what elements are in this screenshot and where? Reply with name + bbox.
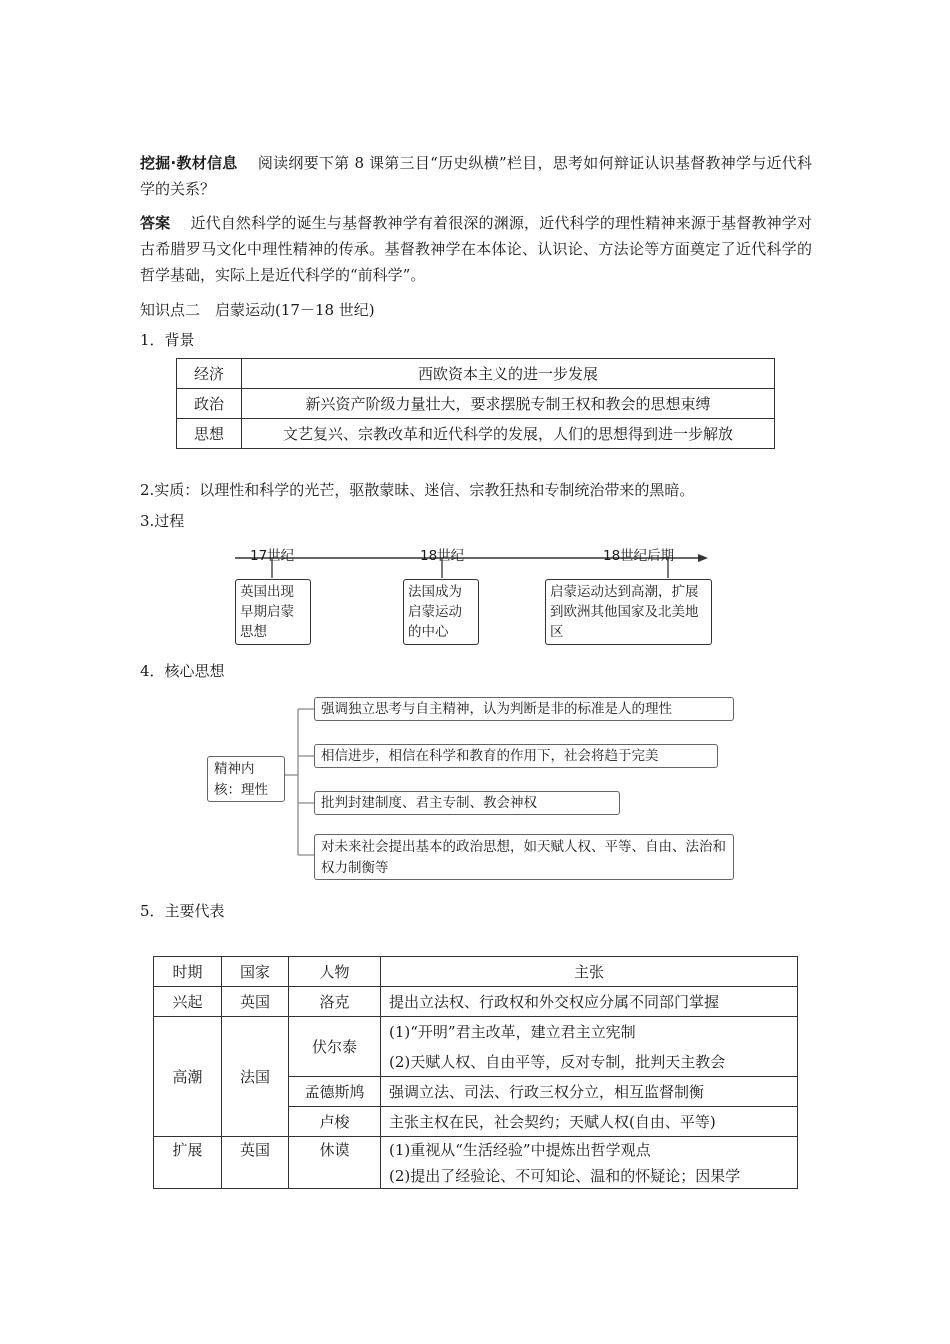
core-item: 强调独立思考与自主精神，认为判断是非的标准是人的理性 (314, 697, 734, 721)
person-cell: 洛克 (289, 987, 381, 1017)
reps-heading: 5．主要代表 (140, 902, 225, 920)
background-value: 西欧资本主义的进一步发展 (242, 359, 775, 389)
core-center: 精神内核：理性 (207, 756, 285, 802)
country-cell: 英国 (222, 1137, 289, 1189)
table-row (154, 1017, 798, 1047)
table-row (177, 389, 775, 419)
claim-cell: (1)重视从“生活经验”中提炼出哲学观点 (381, 1137, 798, 1163)
timeline-label: 18世纪 (420, 548, 465, 564)
header-cell: 主张 (381, 957, 798, 987)
claim-cell: 主张主权在民，社会契约；天赋人权(自由、平等) (381, 1107, 798, 1137)
core-item: 对未来社会提出基本的政治思想，如天赋人权、平等、自由、法治和权力制衡等 (314, 834, 734, 880)
intro-text: 阅读纲要下第 8 课第三目“历史纵横”栏目，思考如何辩证认识基督教神学与近代科学的关系？ (140, 154, 812, 198)
section-title: 知识点二 启蒙运动(17－18 世纪) (140, 301, 375, 319)
answer-text: 近代自然科学的诞生与基督教神学有着很深的渊源，近代科学的理性精神来源于基督教神学对古希腊罗马文化中理性精神的传承。基督教神学在本体论、认识论、方法论等方面奠定了近代科学的哲学基础，实际上是近代科学的“前科学”。 (140, 214, 812, 284)
table-row (177, 359, 775, 389)
timeline-label: 18世纪后期 (603, 548, 675, 564)
timeline-label: 17世纪 (250, 548, 295, 564)
person-cell: 伏尔泰 (289, 1017, 381, 1077)
header-cell: 人物 (289, 957, 381, 987)
country-cell: 英国 (222, 987, 289, 1017)
claim-cell: (2)提出了经验论、不可知论、温和的怀疑论；因果学 (381, 1163, 798, 1189)
background-key: 政治 (177, 389, 242, 419)
intro-paragraph (140, 150, 812, 202)
background-heading: 1．背景 (140, 331, 195, 349)
person-cell: 休谟 (289, 1137, 381, 1189)
table-row (154, 987, 798, 1017)
core-item: 批判封建制度、君主专制、教会神权 (314, 791, 620, 815)
table-row (154, 1137, 798, 1163)
claim-cell: (2)天赋人权、自由平等，反对专制，批判天主教会 (381, 1047, 798, 1077)
timeline-box: 法国成为启蒙运动的中心 (403, 579, 479, 645)
header-cell: 国家 (222, 957, 289, 987)
period-cell: 兴起 (154, 987, 222, 1017)
claim-cell: (1)“开明”君主改革，建立君主立宪制 (381, 1017, 798, 1047)
period-cell: 扩展 (154, 1137, 222, 1189)
background-key: 思想 (177, 419, 242, 449)
background-value: 新兴资产阶级力量壮大，要求摆脱专制王权和教会的思想束缚 (242, 389, 775, 419)
claim-cell: 提出立法权、行政权和外交权应分属不同部门掌握 (381, 987, 798, 1017)
period-cell: 高潮 (154, 1017, 222, 1137)
country-cell: 法国 (222, 1017, 289, 1137)
essence-text: 2.实质：以理性和科学的光芒，驱散蒙昧、迷信、宗教狂热和专制统治带来的黑暗。 (140, 481, 695, 499)
intro-label: 挖掘·教材信息 (140, 154, 238, 172)
claim-cell: 强调立法、司法、行政三权分立，相互监督制衡 (381, 1077, 798, 1107)
background-value: 文艺复兴、宗教改革和近代科学的发展，人们的思想得到进一步解放 (242, 419, 775, 449)
header-cell: 时期 (154, 957, 222, 987)
process-heading: 3.过程 (140, 512, 185, 530)
reps-table (153, 956, 798, 1189)
background-key: 经济 (177, 359, 242, 389)
core-item: 相信进步，相信在科学和教育的作用下，社会将趋于完美 (314, 744, 718, 768)
table-row (177, 419, 775, 449)
answer-paragraph (140, 210, 812, 288)
timeline-arrow (698, 554, 708, 562)
background-table (176, 358, 775, 449)
person-cell: 卢梭 (289, 1107, 381, 1137)
timeline-box: 英国出现早期启蒙思想 (235, 579, 311, 645)
timeline-box: 启蒙运动达到高潮，扩展到欧洲其他国家及北美地区 (545, 579, 712, 645)
table-header-row (154, 957, 798, 987)
answer-label: 答案 (140, 214, 171, 232)
person-cell: 孟德斯鸠 (289, 1077, 381, 1107)
core-heading: 4．核心思想 (140, 662, 225, 680)
